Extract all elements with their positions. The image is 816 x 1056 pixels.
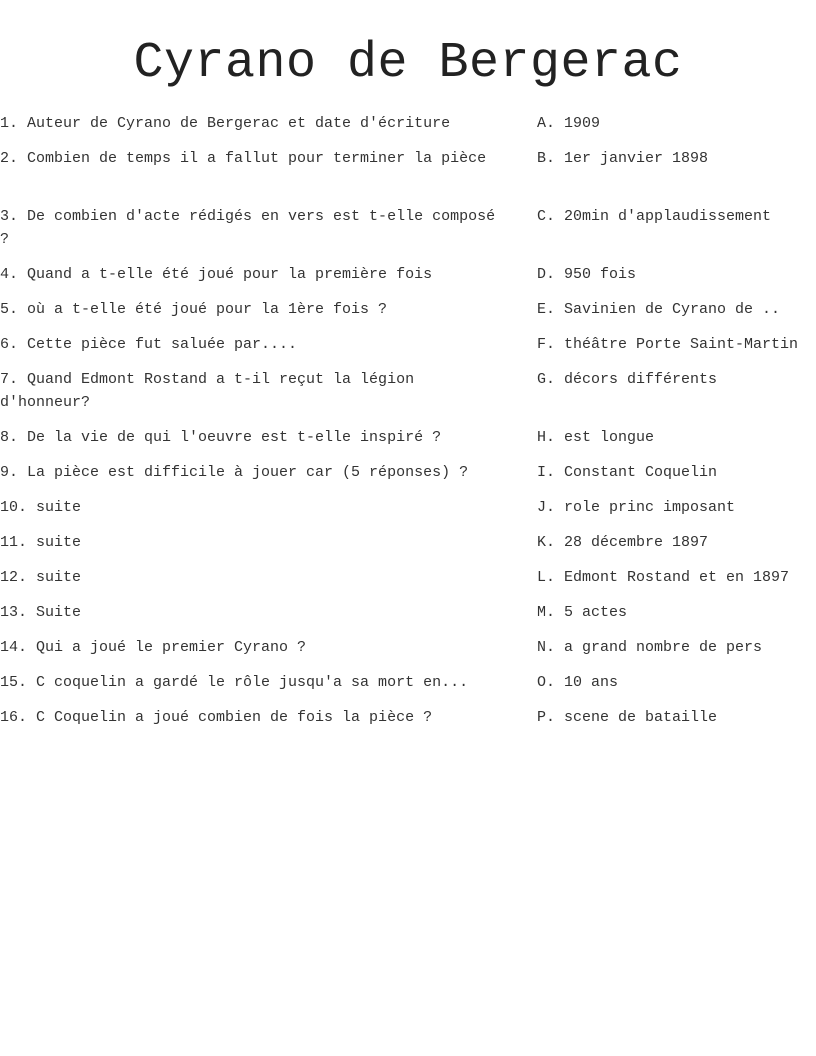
- question-text: 7. Quand Edmont Rostand a t-il reçut la légion d'honneur?: [0, 371, 415, 411]
- list-item: [0, 496, 816, 531]
- list-item: [0, 461, 816, 496]
- answer-text: P. scene de bataille: [537, 709, 718, 726]
- list-item: [0, 333, 816, 368]
- list-item: [0, 601, 816, 636]
- list-item: [0, 147, 816, 205]
- list-item: [0, 205, 816, 263]
- matching-list: [0, 112, 816, 741]
- question-text: 14. Qui a joué le premier Cyrano ?: [0, 639, 307, 656]
- list-item: [0, 566, 816, 601]
- list-item: [0, 112, 816, 147]
- question-text: 5. où a t-elle été joué pour la 1ère fois ?: [0, 301, 388, 318]
- question-text: 12. suite: [0, 569, 82, 586]
- answer-text: D. 950 fois: [537, 266, 637, 283]
- question-text: 3. De combien d'acte rédigés en vers est t-elle composé ?: [0, 208, 496, 248]
- answer-text: A. 1909: [537, 115, 601, 132]
- question-text: 2. Combien de temps il a fallut pour terminer la pièce: [0, 150, 487, 167]
- question-text: 4. Quand a t-elle été joué pour la première fois: [0, 266, 433, 283]
- question-text: 8. De la vie de qui l'oeuvre est t-elle inspiré ?: [0, 429, 442, 446]
- list-item: [0, 636, 816, 671]
- answer-text: L. Edmont Rostand et en 1897: [537, 569, 790, 586]
- list-item: [0, 263, 816, 298]
- answer-text: G. décors différents: [537, 371, 718, 388]
- list-item: [0, 706, 816, 741]
- answer-text: I. Constant Coquelin: [537, 464, 718, 481]
- question-text: 11. suite: [0, 534, 82, 551]
- answer-text: C. 20min d'applaudissement: [537, 208, 772, 225]
- answer-text: N. a grand nombre de pers: [537, 639, 763, 656]
- list-item: [0, 531, 816, 566]
- answer-text: J. role princ imposant: [537, 499, 736, 516]
- list-item: [0, 298, 816, 333]
- answer-text: K. 28 décembre 1897: [537, 534, 709, 551]
- list-item: [0, 426, 816, 461]
- answer-text: O. 10 ans: [537, 674, 619, 691]
- answer-text: B. 1er janvier 1898: [537, 150, 709, 167]
- question-text: 9. La pièce est difficile à jouer car (5 réponses) ?: [0, 464, 469, 481]
- list-item: [0, 671, 816, 706]
- question-text: 10. suite: [0, 499, 82, 516]
- question-text: 15. C coquelin a gardé le rôle jusqu'a sa mort en...: [0, 674, 469, 691]
- question-text: 6. Cette pièce fut saluée par....: [0, 336, 298, 353]
- answer-text: F. théâtre Porte Saint-Martin: [537, 336, 799, 353]
- answer-text: M. 5 actes: [537, 604, 628, 621]
- list-item: [0, 368, 816, 426]
- answer-text: E. Savinien de Cyrano de ..: [537, 301, 781, 318]
- question-text: 16. C Coquelin a joué combien de fois la pièce ?: [0, 709, 433, 726]
- question-text: 1. Auteur de Cyrano de Bergerac et date d'écriture: [0, 115, 451, 132]
- question-text: 13. Suite: [0, 604, 82, 621]
- answer-text: H. est longue: [537, 429, 655, 446]
- page-title: Cyrano de Bergerac: [133, 35, 683, 92]
